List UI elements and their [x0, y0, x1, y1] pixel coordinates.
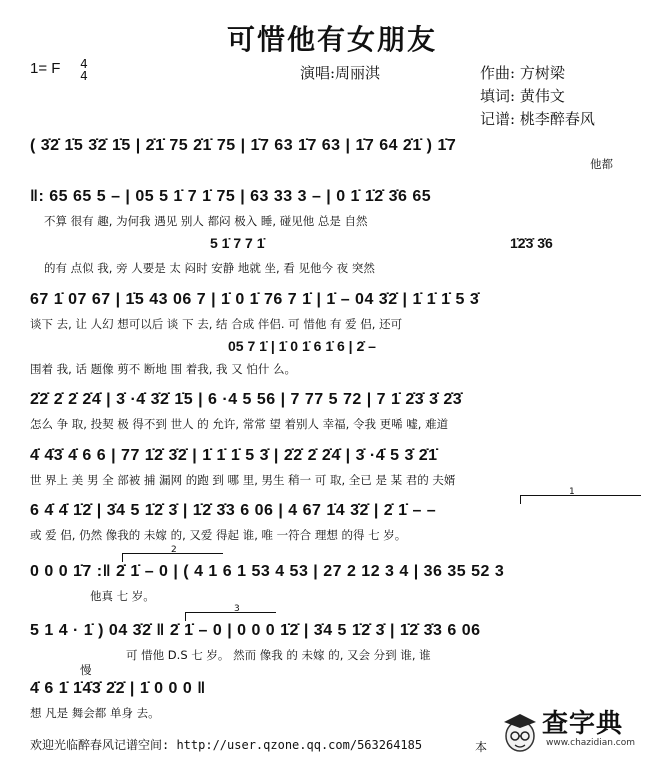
score-row-2-notes: ‖: 65 65 5 – | 05 5 1̇ 7 1̇ 75 | 63 33 3 – | 0 1̇ 1̇2̇ 3̇6 65: [30, 188, 432, 205]
score-row-2-lyric-a: 不算 很有 趣, 为何我 遇见 别人 都闷 极入 睡, 碰见他 总是 自然: [44, 214, 368, 228]
score-row-2-sub-notes-b: 1̇2̇3̇ 3̇6: [510, 235, 553, 251]
score-row-3-notes: 67 1̇ 07 67 | 1̇5 43 06 7 | 1̇ 0 1̇ 76 7 1̇ | 1̇ – 04 3̇2̇ | 1̇ 1̇ 1̇ 5 3̇: [30, 291, 480, 308]
time-signature: [78, 58, 90, 82]
score-row-5-lyric: 世 界上 美 男 全 部被 捕 漏网 的跑 到 哪 里, 男生 稍一 可 取, 全已 是 某 君的 夫婿: [30, 473, 456, 487]
volta-bracket-3: [185, 604, 276, 621]
score-row-9-lyric: 想 凡是 舞会都 单身 去。: [30, 706, 160, 720]
score-row-8-lyric: 可 惜他 D.S 七 岁。 然而 像我 的 未嫁 的, 又会 分到 谁, 谁: [126, 648, 431, 662]
volta-bracket-1: [520, 487, 641, 504]
footer-text: 欢迎光临醉春风记谱空间: http://user.qzone.qq.com/563264185: [30, 738, 423, 752]
logo-text: 查字典: [542, 709, 624, 739]
volta-bracket-2: [122, 545, 223, 562]
score-row-1-notes: ( 3̇2̇ 1̇5 3̇2̇ 1̇5 | 2̇1̇ 75 2̇1̇ 75 | 1̇7 63 1̇7 63 | 1̇7 64 2̇1̇ ) 1̇7: [30, 137, 457, 154]
volta-label-1: 1: [569, 487, 575, 497]
score-row-6-notes: 6 4̇ 4̇ 1̇2̇ | 3̇4 5 1̇2̇ 3̇ | 1̇2̇ 3̇3 6 06 | 4 67 1̇4 3̇2̇ | 2̇ 1̇ – –: [30, 502, 437, 519]
logo-url: www.chazidian.com: [546, 738, 636, 748]
footer-ben: 本: [475, 740, 488, 754]
key-signature: 1= F: [30, 60, 61, 77]
score-row-4-lyric: 怎么 争 取, 投契 极 得不到 世人 的 允许, 常常 望 着别人 幸福, 令我 更唏 嘘, 难道: [30, 417, 449, 431]
score-row-3-sub-notes: 05 7 1̇ | 1̇ 0 1̇ 6 1̇ 6 | 2̇ –: [228, 338, 376, 354]
score-row-1-lyric: 他都: [590, 157, 613, 171]
score-row-3-lyric-a: 谈下 去, 让 人幻 想可以后 谈 下 去, 结 合成 伴侣. 可 惜他 有 爱 侣, 还可: [30, 317, 403, 331]
composer-credit: 作曲: 方树梁: [480, 64, 565, 82]
lyricist-credit: 填词: 黄伟文: [480, 87, 565, 105]
singer-credit: 演唱:周丽淇: [300, 64, 381, 82]
score-row-5-notes: 4̇ 4̇3̇ 4̇ 6 6 | 77 1̇2̇ 3̇2̇ | 1̇ 1̇ 1̇ 5 3̇ | 2̇2̇ 2̇ 2̇4̇ | 3̇ ·4̇ 5 3̇ 2̇1̇: [30, 447, 438, 464]
score-row-7-notes: 0 0 0 1̇7 :‖ 2̇ 1̇ – 0 | ( 4 1 6 1 53 4 53 | 27 2 12 3 4 | 36 35 52 3: [30, 563, 505, 580]
score-row-2-sub-notes-a: 5 1̇ 7 7 1̇: [210, 235, 265, 251]
song-title: 可惜他有女朋友: [226, 23, 437, 56]
time-top: 4: [80, 57, 88, 71]
volta-label-2: 2: [171, 545, 177, 555]
tempo-marking: 慢: [80, 663, 92, 677]
score-row-9-notes: 4̇ 6 1̇ 1̇4̇3̇ 2̇2̇ | 1̇ 0 0 0 ‖: [30, 680, 206, 697]
time-bottom: 4: [80, 69, 88, 83]
volta-label-3: 3: [234, 604, 240, 614]
score-row-7-lyric: 他真 七 岁。: [90, 589, 155, 603]
score-row-6-lyric: 或 爱 侣, 仍然 像我的 未嫁 的, 又爱 得起 谁, 唯 一符合 理想 的得 七 岁。: [30, 528, 407, 542]
score-row-8-notes: 5 1 4 · 1̇ ) 04 3̇2̇ ‖ 2̇ 1̇ – 0 | 0 0 0 1̇2̇ | 3̇4 5 1̇2̇ 3̇ | 1̇2̇ 3̇3 6 06: [30, 622, 481, 639]
transcriber-credit: 记谱: 桃李醉春风: [480, 110, 595, 128]
score-row-3-lyric-b: 围着 我, 话 题像 剪不 断地 围 着我, 我 又 怕什 么。: [30, 362, 297, 376]
score-row-4-notes: 2̇2̇ 2̇ 2̇ 2̇4̇ | 3̇ ·4̇ 3̇2̇ 1̇5 | 6 ·4 5 56 | 7 77 5 72 | 7 1̇ 2̇3̇ 3̇ 2̇3̇: [30, 391, 463, 408]
score-row-2-lyric-b: 的有 点似 我, 旁 人要是 太 闷时 安静 地就 坐, 看 见他今 夜 突然: [44, 261, 375, 275]
